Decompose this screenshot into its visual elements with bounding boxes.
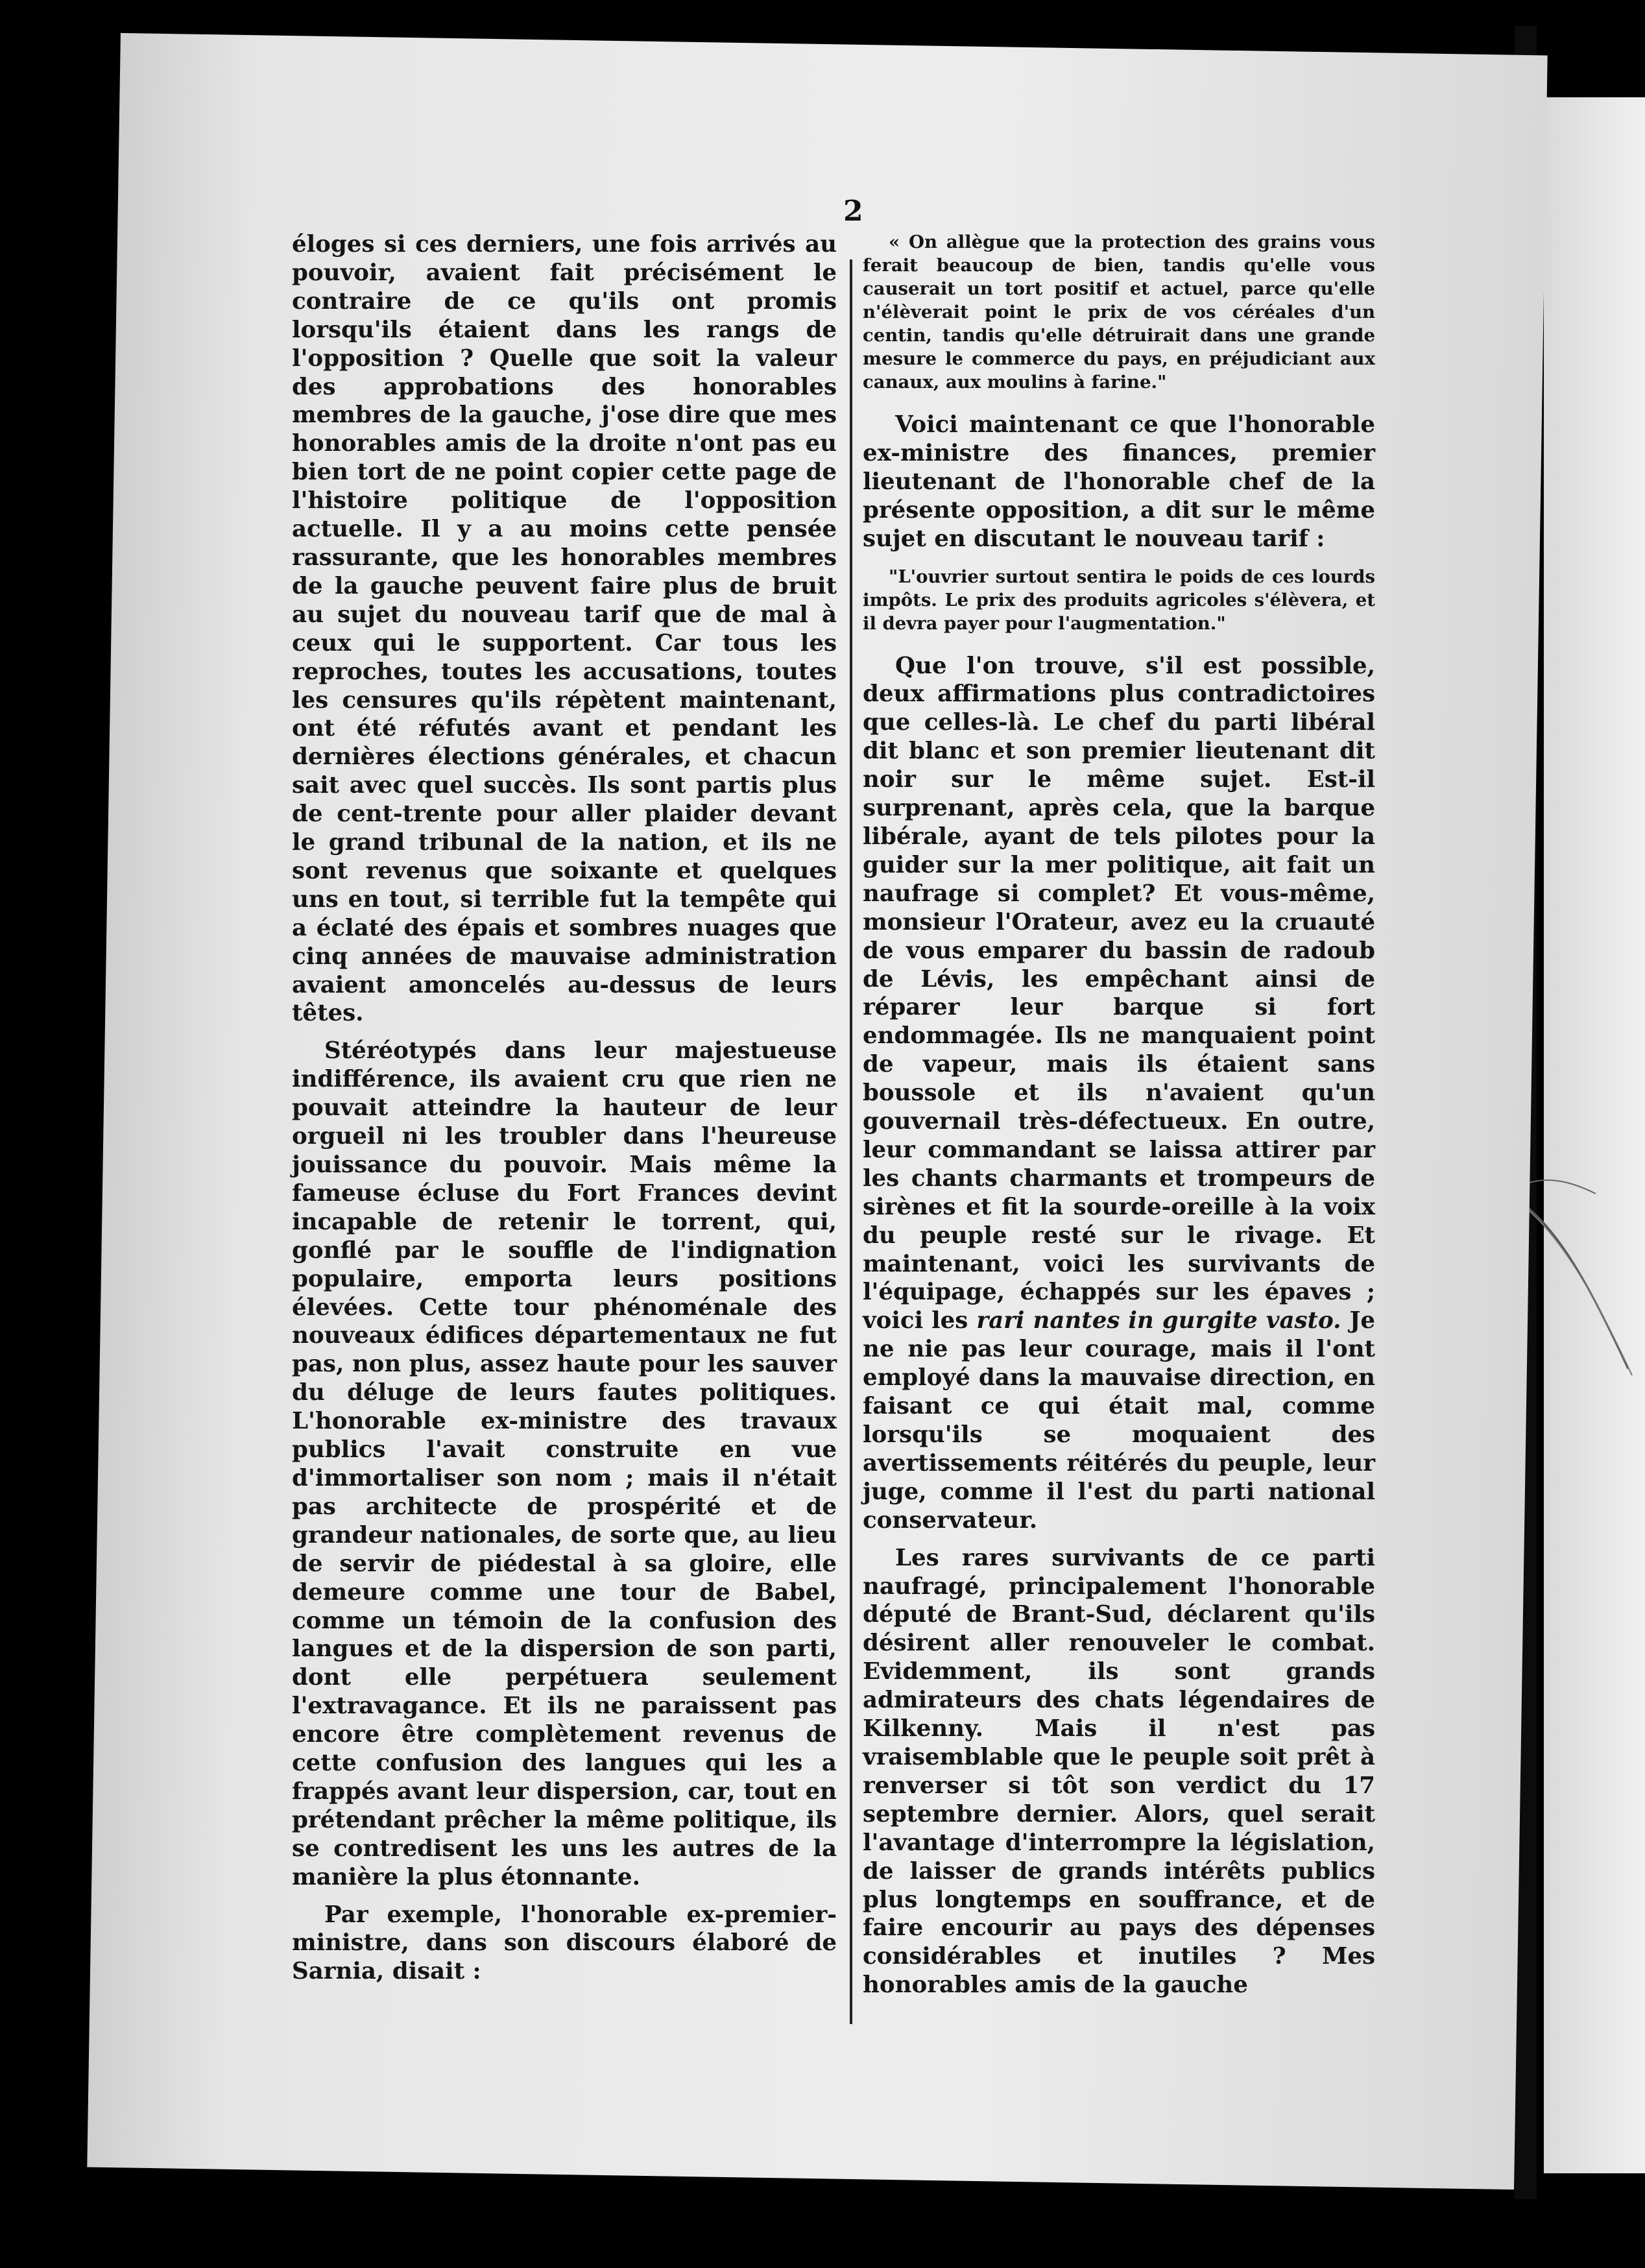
column-divider: [850, 259, 852, 2024]
block-quote: « On allègue que la protection des grains vous ferait beaucoup de bien, tandis qu'elle vous causerait un tort positif et actuel, parce qu'elle n'élèverait point le prix de vos céréales d'un centin, tandis qu'elle détruirait dans une grande mesure le commerce du pays, en préjudiciant aux canaux, aux moulins à farine.": [863, 232, 1375, 392]
left-column: [292, 230, 837, 1995]
paragraph: Voici maintenant ce que l'honorable ex-ministre des finances, premier lieutenant de l'honorable chef de la présente opposition, a dit sur le même sujet en discutant le nouveau tarif :: [863, 411, 1375, 552]
paragraph-text: Je ne nie pas leur courage, mais il l'ont employé dans la mauvaise direction, en faisant ce qui était mal, comme lorsqu'ils se moquaient des avertissements réitérés du peuple, leur juge, comme il l'est du parti national conservateur.: [863, 1307, 1376, 1534]
paragraph: Les rares survivants de ce parti naufragé, principalement l'honorable député de Brant-Sud, déclarent qu'ils désirent aller renouveler le combat. Evidemment, ils sont grands admirateurs des chats légendaires de Kilkenny. Mais il n'est pas vraisemblable que le peuple soit prêt à renverser si tôt son verdict du 17 septembre dernier. Alors, quel serait l'avantage d'interrompre la législation, de laisser de grands intérêts publics plus longtemps en souffrance, et de faire encourir au pays des dépenses considérables et inutiles ? Mes honorables amis de la gauche: [863, 1544, 1375, 1999]
facing-page-pencil-marks: [1518, 1070, 1645, 1525]
right-column: [863, 230, 1375, 2009]
paragraph: Stéréotypés dans leur majestueuse indifférence, ils avaient cru que rien ne pouvait atteindre la hauteur de leur orgueil ni les troubler dans l'heureuse jouissance du pouvoir. Mais même la fameuse écluse du Fort Frances devint incapable de retenir le torrent, qui, gonflé par le souffle de l'indignation populaire, emporta leurs positions élevées. Cette tour phénoménale des nouveaux édifices départementaux ne fut pas, non plus, assez haute pour les sauver du déluge de leurs fautes politiques. L'honorable ex-ministre des travaux publics l'avait construite en vue d'immortaliser son nom ; mais il n'était pas architecte de prospérité et de grandeur nationales, de sorte que, au lieu de servir de piédestal à sa gloire, elle demeure comme une tour de Babel, comme un témoin de la confusion des langues et de la dispersion de son parti, dont elle perpétuera seulement l'extravagance. Et ils ne paraissent pas encore être complètement revenus de cette confusion des langues qui les a frappés avant leur dispersion, car, tout en prétendant prêcher la même politique, ils se contredisent les uns les autres de la manière la plus étonnante.: [292, 1037, 837, 1890]
page-number: 2: [843, 195, 863, 228]
paragraph: éloges si ces derniers, une fois arrivés au pouvoir, avaient fait précisément le contraire de ce qu'ils ont promis lorsqu'ils étaient dans les rangs de l'opposition ? Quelle que soit la valeur des approbations des honorables membres de la gauche, j'ose dire que mes honorables amis de la droite n'ont pas eu bien tort de ne point copier cette page de l'histoire politique de l'opposition actuelle. Il y a au moins cette pensée rassurante, que les honorables membres de la gauche peuvent faire plus de bruit au sujet du nouveau tarif que de mal à ceux qui le supportent. Car tous les reproches, toutes les accusations, toutes les censures qu'ils répètent maintenant, ont été réfutés avant et pendant les dernières élections générales, et chacun sait avec quel succès. Ils sont partis plus de cent-trente pour aller plaider devant le grand tribunal de la nation, et ils ne sont revenus que soixante et quelques uns en tout, si terrible fut la tempête qui a éclaté des épais et sombres nuages que cinq années de mauvaise administration avaient amoncelés au-dessus de leurs têtes.: [292, 231, 837, 1027]
latin-phrase: rari nantes in gurgite vasto.: [976, 1307, 1341, 1334]
paragraph: Par exemple, l'honorable ex-premier-ministre, dans son discours élaboré de Sarnia, disait :: [292, 1901, 837, 1985]
paragraph: [863, 652, 1375, 1535]
block-quote: "L'ouvrier surtout sentira le poids de ces lourds impôts. Le prix des produits agricoles s'élèvera, et il devra payer pour l'augmentation.": [863, 566, 1375, 634]
paragraph-text: Que l'on trouve, s'il est possible, deux affirmations plus contradictoires que celles-là. Le chef du parti libéral dit blanc et son premier lieutenant dit noir sur le même sujet. Est-il surprenant, après cela, que la barque libérale, ayant de tels pilotes pour la guider sur la mer politique, ait fait un naufrage si complet? Et vous-même, monsieur l'Orateur, avez eu la cruauté de vous emparer du bassin de radoub de Lévis, les empêchant ainsi de réparer leur barque si fort endommagée. Ils ne manquaient point de vapeur, mais ils étaient sans boussole et ils n'avaient qu'un gouvernail très-défectueux. En outre, leur commandant se laissa attirer par les chants charmants et trompeurs de sirènes et fit la sourde-oreille à la voix du peuple resté sur le rivage. Et maintenant, voici les survivants de l'équipage, échappés sur les épaves ; voici les: [863, 652, 1375, 1334]
